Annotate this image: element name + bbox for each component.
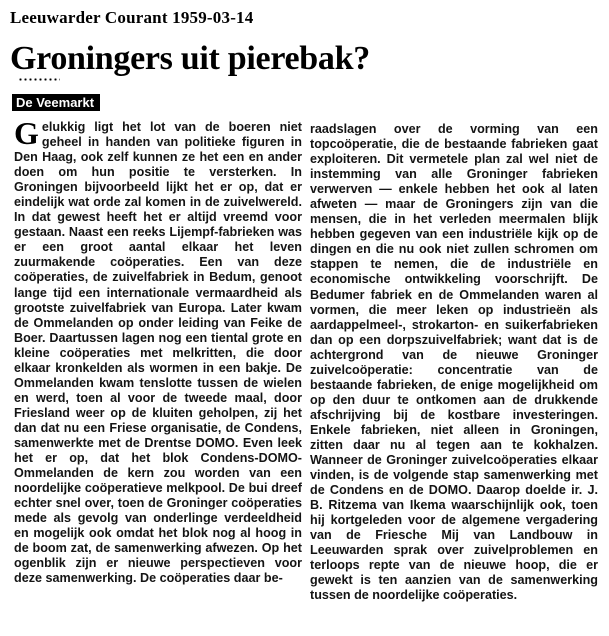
article-headline: Groningers uit pierebak?	[10, 40, 370, 77]
article-text-left: elukkig ligt het lot van de boeren niet geheel in handen van politieke figuren in Den Haag, ook zelf kunnen ze het een en ander doen om hun positie te versterken. In Groningen bijvoorbeeld lijkt het er op, dat er eindelijk wat orde zal komen in de zuivelwereld. In dat gewest heeft het er altijd vreemd voor gestaan. Naast een reeks Lijempf-fabrieken was er een groot aantal elkaar het leven zuurmakende coöperaties. Een van deze coöperaties, de zuivelfabriek in Bedum, genoot lange tijd een internationale vermaardheid als grootste zuivelfabriek van Europa. Later kwam de Ommelanden op onder leiding van Feike de Boer. Daartussen lagen nog een tiental grote en kleine coöperaties met melkritten, die door elkaar kronkelden als wormen in een bakje. De Ommelanden kwam tenslotte tussen de wielen en werd, toen al voor de tweede maal, door Friesland weer op de kluiten geholpen, zij het dan dat nu een Friese organisatie, de Condens, samenwerkte met de Drentse DOMO. Even leek het er op, dat het blok Condens-DOMO-Ommelanden de kern zou worden van een noordelijke coöperatieve melkpool. De bui dreef echter snel over, toen de Groninger coöperaties mede als gevolg van onderlinge verdeeldheid en mogelijk ook omdat het blok nog al hoog in de boom zat, de samenwerking afwezen. Op het ogenblik zijn er nieuwe perspectieven voor deze samenwerking. De coöperaties daar be-	[14, 120, 302, 586]
newspaper-masthead: Leeuwarder Courant 1959-03-14	[10, 8, 254, 27]
section-label: De Veemarkt	[12, 94, 100, 111]
article-column-right	[310, 122, 598, 604]
drop-cap: G	[14, 115, 39, 151]
article-text-right: raadslagen over de vorming van een topcoöperatie, die de bestaande fabrieken gaat exploiteren. Dit vermetele plan zal wel niet de instemming van alle Groninger fabrieken verwerven — enkele hebben het ook al laten afweten — maar de Groningers zijn van die mensen, die in het verleden meermalen blijk hebben gegeven van een industriële kijk op de dingen en die nu ook niet zullen schromen om stappen te nemen, die de industriële en economische ontwikkeling voorschrijft. De Bedumer fabriek en de Ommelanden waren al vormen, die meer leken op industrieën als aardappelmeel-, strokarton- en suikerfabrieken dan op een dorpszuivelfabriek; want dat is de achtergrond van de nieuwe Groninger zuivelcoöperatie: concentratie van de bestaande fabrieken, de enige mogelijkheid om op den duur te ontkomen aan de drukkende afschrijving bij de kostbare investeringen. Enkele fabrieken, niet alleen in Groningen, zitten daar nu al tegen aan te kokhalzen. Wanneer de Groninger zuivelcoöperaties elkaar vinden, is de volgende stap samenwerking met de Condens en de DOMO. Daarop doelde ir. J. B. Ritzema van Ikema waarschijnlijk ook, toen hij kortgeleden voor de algemene vergadering van de Friesche Mij van Landbouw in Leeuwarden sprak over zuivelproblemen en terloops repte van de nieuwe hoop, die er gewekt is ten aanzien van de samenwerking tussen de noordelijke coöperaties.	[310, 122, 598, 603]
article-paragraph-left	[14, 115, 302, 586]
article-column-left	[14, 115, 302, 586]
decorative-dots	[18, 78, 60, 81]
